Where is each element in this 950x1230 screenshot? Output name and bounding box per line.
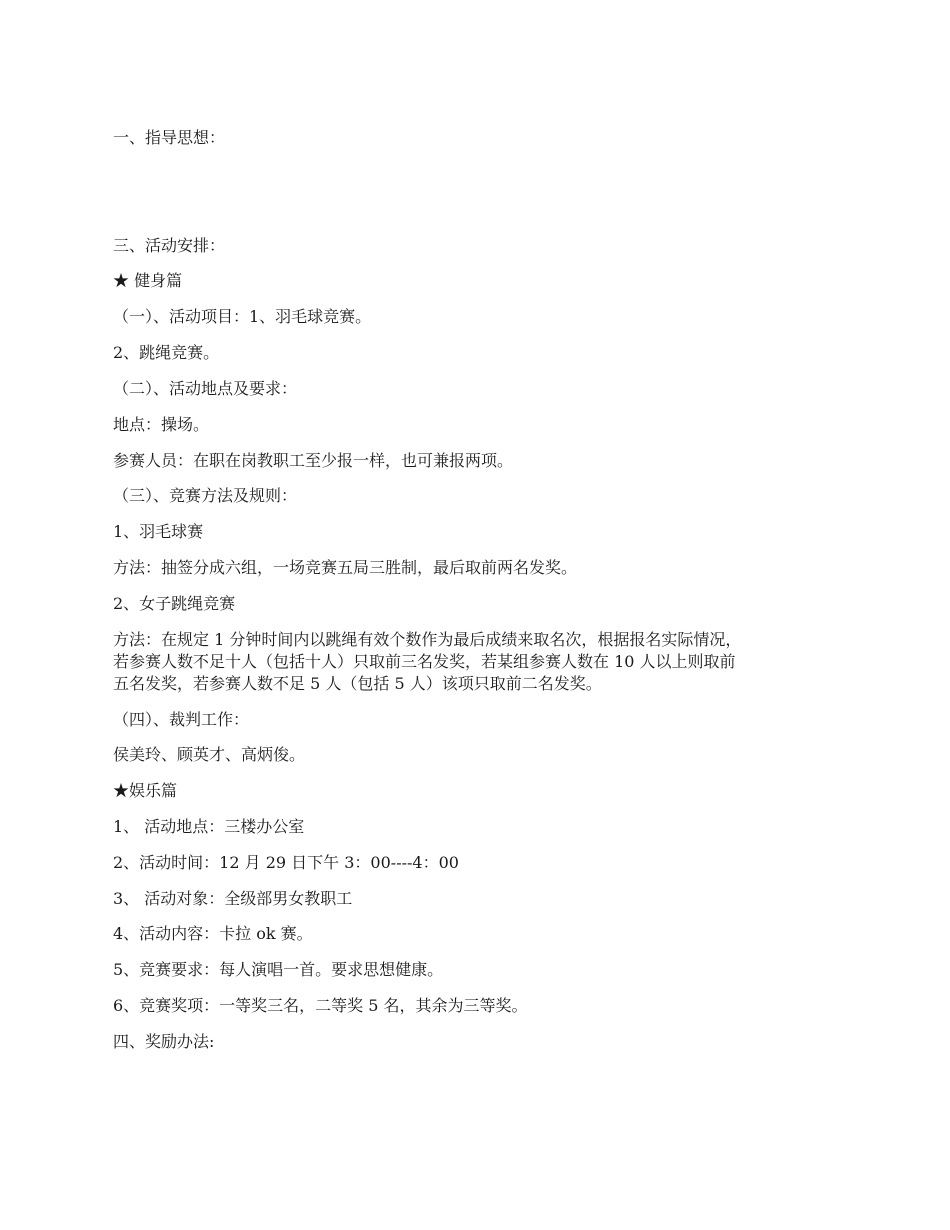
heading-activity-arrangement: 三、活动安排： xyxy=(113,236,226,255)
ent-target: 3、 活动对象：全级部男女教职工 xyxy=(113,889,353,908)
rope-method-paragraph xyxy=(113,629,843,695)
fitness-location: 地点：操场。 xyxy=(113,415,210,434)
heading-guiding-ideology: 一、指导思想： xyxy=(113,128,226,147)
section-fitness-title: ★ 健身篇 xyxy=(113,271,183,290)
ent-time: 2、活动时间：12 月 29 日下午 3：00----4：00 xyxy=(113,853,459,872)
ent-awards: 6、竞赛奖项：一等奖三名，二等奖 5 名，其余为三等奖。 xyxy=(113,996,528,1015)
fitness-items-line-1: （一）、活动项目：1、羽毛球竞赛。 xyxy=(113,307,372,326)
rules-heading: （三）、竞赛方法及规则： xyxy=(113,486,298,505)
fitness-participants: 参赛人员：在职在岗教职工至少报一样，也可兼报两项。 xyxy=(113,451,514,470)
rope-method-line-1: 方法：在规定 1 分钟时间内以跳绳有效个数作为最后成绩来取名次，根据报名实际情况， xyxy=(113,630,742,649)
referee-heading: （四）、裁判工作： xyxy=(113,710,250,729)
section-entertainment-title: ★娱乐篇 xyxy=(113,781,178,800)
rope-method-line-2: 若参赛人数不足十人（包括十人）只取前三名发奖，若某组参赛人数在 10 人以上则取前 xyxy=(113,652,736,671)
rope-title: 2、女子跳绳竞赛 xyxy=(113,594,236,613)
ent-location: 1、 活动地点：三楼办公室 xyxy=(113,817,305,836)
referees: 侯美玲、顾英才、高炳俊。 xyxy=(113,745,306,764)
badminton-title: 1、羽毛球赛 xyxy=(113,522,204,541)
heading-reward-method: 四、奖励办法: xyxy=(113,1032,215,1051)
ent-content: 4、活动内容：卡拉 ok 赛。 xyxy=(113,924,313,943)
badminton-method: 方法：抽签分成六组，一场竞赛五局三胜制，最后取前两名发奖。 xyxy=(113,558,578,577)
rope-method-line-3: 五名发奖，若参赛人数不足 5 人（包括 5 人）该项只取前二名发奖。 xyxy=(113,674,602,693)
ent-requirement: 5、竞赛要求：每人演唱一首。要求思想健康。 xyxy=(113,960,444,979)
fitness-location-heading: （二）、活动地点及要求： xyxy=(113,379,298,398)
fitness-items-line-2: 2、跳绳竞赛。 xyxy=(113,343,220,362)
